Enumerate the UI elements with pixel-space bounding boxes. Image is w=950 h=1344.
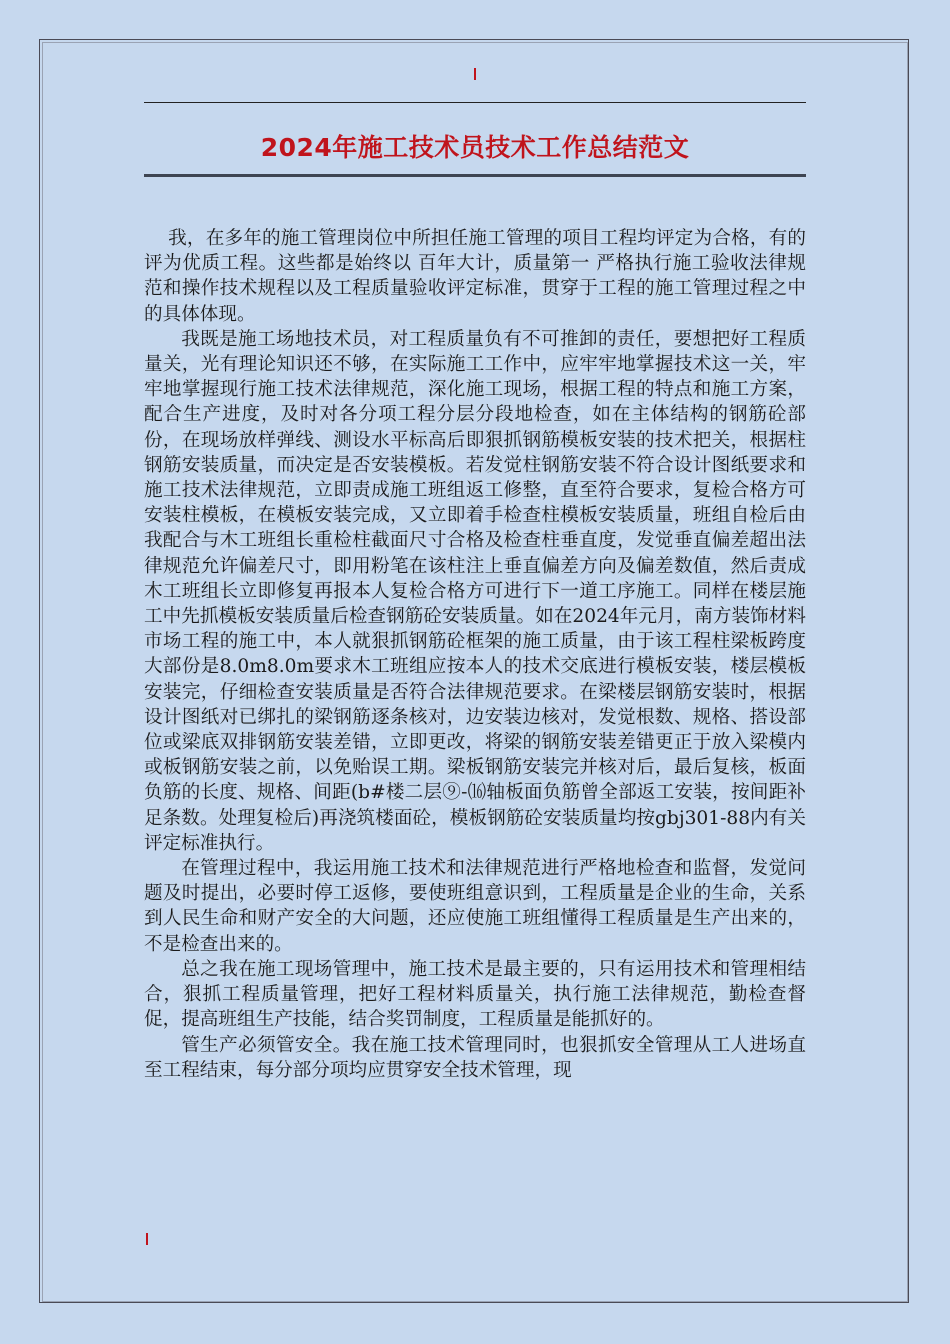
footer-cursor-mark — [146, 1233, 148, 1245]
paragraph-5: 管生产必须管安全。我在施工技术管理同时，也狠抓安全管理从工人进场直至工程结束，每分部分项均应贯穿安全技术管理，现 — [144, 1034, 806, 1081]
paragraph-4: 总之我在施工现场管理中，施工技术是最主要的，只有运用技术和管理相结合，狠抓工程质量管理，把好工程材料质量关，执行施工法律规范，勤检查督促，提高班组生产技能，结合奖罚制度，工程质量是能抓好的。 — [144, 958, 806, 1031]
header-rule — [144, 102, 806, 103]
paragraph-2: 我既是施工场地技术员，对工程质量负有不可推卸的责任，要想把好工程质量关，光有理论知识还不够，在实际施工工作中，应牢牢地掌握技术这一关，牢牢地掌握现行施工技术法律规范，深化施工现场，根据工程的特点和施工方案，配合生产进度，及时对各分项工程分层分段地检查，如在主体结构的钢筋砼部份，在现场放样弹线、测设水平标高后即狠抓钢筋模板安装的技术把关，根据柱钢筋安装质量，而决定是否安装模板。若发觉柱钢筋安装不符合设计图纸要求和施工技术法律规范，立即责成施工班组返工修整，直至符合要求，复检合格方可安装柱模板，在模板安装完成，又立即着手检查柱模板安装质量，班组自检后由我配合与木工班组长重检柱截面尺寸合格及检查柱垂直度，发觉垂直偏差超出法律规范允许偏差尺寸，即用粉笔在该柱注上垂直偏差方向及偏差数值，然后责成木工班组长立即修复再报本人复检合格方可进行下一道工序施工。同样在楼层施工中先抓模板安装质量后检查钢筋砼安装质量。如在2024年元月，南方装饰材料市场工程的施工中，本人就狠抓钢筋砼框架的施工质量，由于该工程柱梁板跨度大部份是8.0m8.0m要求木工班组应按本人的技术交底进行模板安装，楼层模板安装完，仔细检查安装质量是否符合法律规范要求。在梁楼层钢筋安装时，根据设计图纸对已绑扎的梁钢筋逐条核对，边安装边核对，发觉根数、规格、搭设部位或梁底双排钢筋安装差错，立即更改，将梁的钢筋安装差错更正于放入梁模内或板钢筋安装之前，以免贻误工期。梁板钢筋安装完并核对后，最后复核，板面负筋的长度、规格、间距(b#楼二层⑨-⒃轴板面负筋曾全部返工安装，按间距补足条数。处理复检后)再浇筑楼面砼，模板钢筋砼安装质量均按gbj301-88内有关评定标准执行。 — [144, 328, 806, 854]
document-title: 2024年施工技术员技术工作总结范文 — [260, 133, 690, 162]
title-underline — [144, 174, 806, 177]
header-cursor-mark — [474, 68, 476, 80]
paragraph-1: 我，在多年的施工管理岗位中所担任施工管理的项目工程均评定为合格，有的评为优质工程。这些都是始终以 百年大计，质量第一 严格执行施工验收法律规范和操作技术规程以及工程质量验收评定标准，贯穿于工程的施工管理过程之中的具体体现。 — [144, 228, 806, 325]
document-body — [144, 226, 806, 1083]
paragraph-3: 在管理过程中，我运用施工技术和法律规范进行严格地检查和监督，发觉问题及时提出，必要时停工返修，要使班组意识到，工程质量是企业的生命，关系到人民生命和财产安全的大问题，还应使施工班组懂得工程质量是生产出来的，不是检查出来的。 — [144, 858, 806, 955]
